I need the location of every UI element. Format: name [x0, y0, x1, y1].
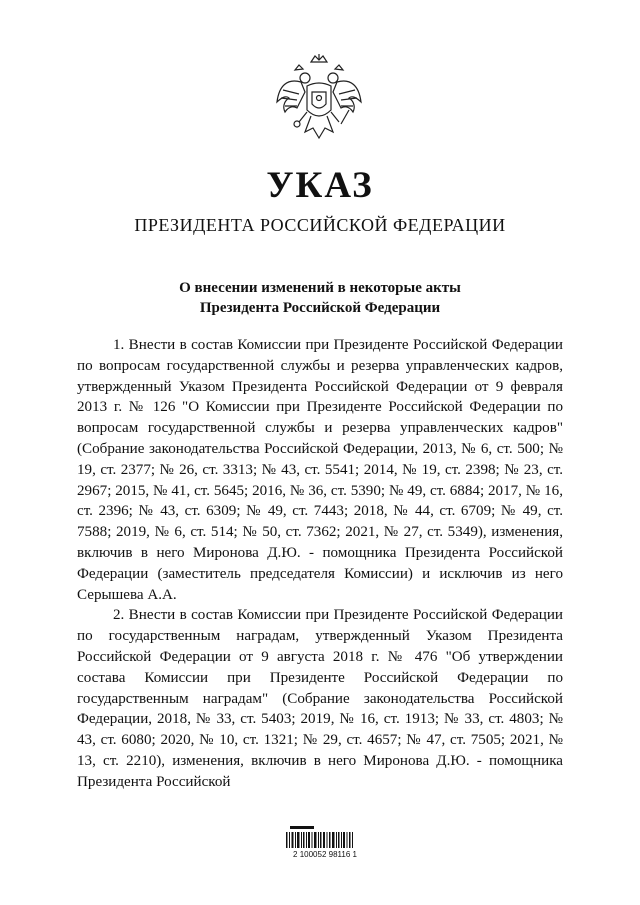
decree-heading [0, 278, 640, 318]
barcode-icon [280, 822, 360, 872]
heading-line: О внесении изменений в некоторые акты [179, 280, 461, 296]
decree-title: УКАЗ [266, 165, 374, 206]
paragraph-2: 2. Внести в состав Комиссии при Президенте Российской Федерации по государственным наградам, утвержденный Указом Президента Российской Федерации от 9 августа 2018 г. № 476 "Об утверждении состава Комиссии при Президенте Российской Федерации по государственным наградам" (Собрание законодательства Российской Федерации, 2018, № 33, ст. 5403; 2019, № 16, ст. 1913; № 33, ст. 4803; № 43, ст. 6080; 2020, № 10, ст. 1321; № 29, ст. 4657; № 47, ст. 7505; 2021, № 13, ст. 2210), изменения, включив в него Миронова Д.Ю. - помощника Президента Российской [77, 607, 563, 790]
issuer-line: ПРЕЗИДЕНТА РОССИЙСКОЙ ФЕДЕРАЦИИ [134, 215, 506, 235]
paragraph-1: 1. Внести в состав Комиссии при Президенте Российской Федерации по вопросам государственной службы и резерва управленческих кадров, утвержденный Указом Президента Российской Федерации от 9 февраля 2013 г. № 126 "О Комиссии при Президенте Российской Федерации по вопросам государственной службы и резерва управленческих кадров" (Собрание законодательства Российской Федерации, 2013, № 6, ст. 500; № 19, ст. 2377; № 26, ст. 3313; № 43, ст. 5541; 2014, № 19, ст. 2398; № 23, ст. 2967; 2015, № 41, ст. 5645; 2016, № 36, ст. 5390; № 49, ст. 6884; 2017, № 16, ст. 2396; № 43, ст. 6309; № 49, ст. 7443; 2018, № 44, ст. 6709; № 49, ст. 7588; 2019, № 6, ст. 514; № 50, ст. 7362; 2021, № 27, ст. 5349), изменения, включив в него Миронова Д.Ю. - помощника Президента Российской Федерации (заместитель председателя Комиссии) и исключив из него Серышева А.А. [77, 337, 563, 603]
russian-coat-of-arms-icon [273, 52, 365, 148]
heading-line: Президента Российской Федерации [199, 300, 441, 316]
barcode-number: 2 100052 98116 1 [293, 850, 357, 859]
decree-body [77, 335, 563, 793]
